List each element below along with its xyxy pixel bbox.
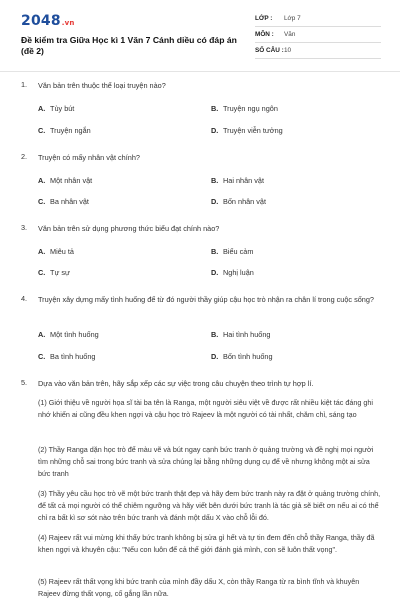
- option-text: Một tình huống: [50, 330, 99, 339]
- event-paragraph-3: (3) Thầy yêu cầu học trò vẽ một bức tranh thật đẹp và hãy đem bức tranh này ra đặt ở quảng trường chính, để tất cả mọi người có thể chiêm ngưỡng và hãy viết bên dưới bức tranh là tác giả sẽ biết ơn nếu ai có thể chỉ ra bất kì sơ sót nào trên bức tranh và đánh một dấu X vào chỗ lỗi đó.: [38, 489, 381, 522]
- site-logo[interactable]: [21, 13, 75, 29]
- option-key: D.: [211, 352, 219, 361]
- option-text: Nghị luận: [223, 268, 254, 277]
- option-text: Tùy bút: [50, 104, 75, 113]
- option-text: Bốn nhân vật: [223, 197, 267, 206]
- logo-tld: .vn: [61, 19, 75, 27]
- option-text: Hai tình huống: [223, 330, 271, 339]
- event-paragraph-1: (1) Giới thiệu về người họa sĩ tài ba tên là Ranga, một người siêu việt về được rất nhiều kiệt tác đáng ghi nhớ khiến ai cũng đều khen ngợi và cậu học trò Rajeev là một người có tài nhất, chăm chỉ, sáng tạo: [38, 398, 373, 419]
- option-key: C.: [38, 126, 46, 135]
- option-key: D.: [211, 126, 219, 135]
- meta-key: SỐ CÂU :: [255, 47, 284, 54]
- option-key: A.: [38, 176, 46, 185]
- option-key: B.: [211, 104, 219, 113]
- meta-value: Lớp 7: [284, 15, 301, 22]
- option-key: A.: [38, 247, 46, 256]
- question-text: Truyện có mấy nhân vật chính?: [38, 153, 140, 162]
- event-paragraph-4: (4) Rajeev rất vui mừng khi thấy bức tranh không bị sửa gì hết và tự tin đem đến chỗ thầy Ranga, thầy đã khen ngợi và khuyên cậu: "Nếu con luôn để cả thế giới đánh giá mình, con sẽ luôn thất vọng".: [38, 533, 375, 554]
- meta-value: Văn: [284, 31, 296, 38]
- option-key: C.: [38, 197, 46, 206]
- option-text: Miêu tả: [50, 247, 74, 256]
- option-text: Ba nhân vật: [50, 197, 89, 206]
- question-number: 3.: [21, 223, 28, 232]
- logo-text: 2048: [21, 13, 61, 29]
- meta-row-subject: [255, 27, 381, 43]
- option-key: B.: [211, 330, 219, 339]
- option-key: B.: [211, 247, 219, 256]
- question-number: 2.: [21, 152, 28, 161]
- question-number: 4.: [21, 294, 28, 303]
- meta-value: 10: [284, 47, 292, 54]
- question-text: Truyện xây dựng mấy tình huống để từ đó người thầy giúp cậu học trò nhận ra chân lí trong cuộc sống?: [38, 295, 374, 304]
- page-header: [0, 0, 400, 62]
- option-text: Tự sự: [50, 268, 70, 277]
- option-text: Bốn tình huống: [223, 352, 273, 361]
- option-key: C.: [38, 268, 46, 277]
- option-text: Ba tình huống: [50, 352, 96, 361]
- option-key: C.: [38, 352, 46, 361]
- option-text: Hai nhân vật: [223, 176, 264, 185]
- meta-key: MÔN :: [255, 31, 274, 38]
- option-text: Truyện ngụ ngôn: [223, 104, 278, 113]
- document-meta: [255, 11, 381, 59]
- event-paragraph-2: (2) Thầy Ranga dặn học trò để màu vẽ và bút ngay cạnh bức tranh ở quảng trường và đề nghị mọi người tìm những chỗ sai trong bức tranh và sửa chúng lại bằng những dụng cụ để về nhưng không một ai sửa bức tranh: [38, 445, 374, 478]
- meta-key: LỚP :: [255, 15, 273, 22]
- question-text: Văn bản trên sử dụng phương thức biểu đạt chính nào?: [38, 224, 220, 233]
- option-text: Một nhân vật: [50, 176, 93, 185]
- option-key: D.: [211, 197, 219, 206]
- meta-row-class: [255, 11, 381, 27]
- option-key: A.: [38, 330, 46, 339]
- question-number: 5.: [21, 378, 28, 387]
- question-text: Văn bản trên thuộc thể loại truyện nào?: [38, 81, 166, 90]
- option-text: Truyện viễn tưởng: [223, 126, 283, 135]
- event-paragraph-5: (5) Rajeev rất thất vọng khi bức tranh của mình đầy dấu X, còn thầy Ranga từ ra bình tĩnh và khuyên Rajeev đừng thất vọng, cố gắng lần nữa.: [38, 577, 360, 598]
- question-number: 1.: [21, 80, 28, 89]
- document-title: Đề kiểm tra Giữa Học kì 1 Văn 7 Cánh diều có đáp án (đề 2): [21, 35, 237, 56]
- option-text: Truyện ngắn: [50, 126, 91, 135]
- option-key: A.: [38, 104, 46, 113]
- question-text: Dựa vào văn bản trên, hãy sắp xếp các sự việc trong câu chuyện theo trình tự hợp lí.: [38, 379, 314, 388]
- meta-row-count: [255, 43, 381, 59]
- option-key: D.: [211, 268, 219, 277]
- header-divider: [0, 71, 400, 72]
- option-key: B.: [211, 176, 219, 185]
- option-text: Biểu cảm: [223, 247, 254, 256]
